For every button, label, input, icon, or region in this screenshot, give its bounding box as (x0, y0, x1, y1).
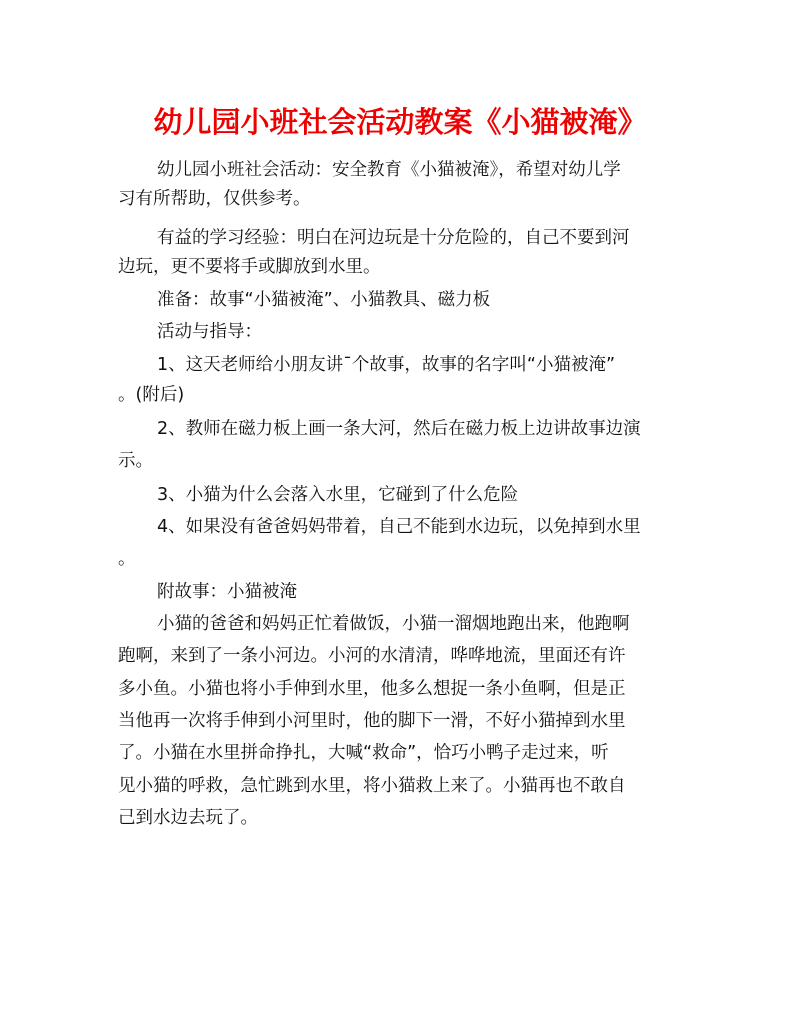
story-line-2: 跑啊，来到了一条小河边。小河的水清清，哗哗地流，里面还有许 (118, 646, 626, 666)
step-2-line-1: 2、教师在磁力板上画一条大河，然后在磁力板上边讲故事边演 (157, 419, 641, 439)
step-1-line-2: 。(附后) (118, 385, 185, 405)
step-2-line-2: 示。 (118, 451, 153, 471)
step-3-line: 3、小猫为什么会落入水里，它碰到了什么危险 (157, 485, 519, 505)
step-1-line-1: 1、这天老师给小朋友讲¯个故事，故事的名字叫“小猫被淹” (157, 355, 616, 375)
intro-line-1: 幼儿园小班社会活动：安全教育《小猫被淹》，希望对幼儿学 (157, 160, 621, 180)
intro-line-2: 习有所帮助，仅供参考。 (118, 189, 311, 209)
story-heading: 附故事：小猫被淹 (157, 582, 297, 602)
step-4-line-1: 4、如果没有爸爸妈妈带着，自己不能到水边玩，以免掉到水里 (157, 517, 641, 537)
step-4-line-2: 。 (118, 549, 136, 569)
goal-line-1: 有益的学习经验：明白在河边玩是十分危险的，自己不要到河 (157, 228, 630, 248)
preparation-line: 准备：故事“小猫被淹”、小猫教具、磁力板 (157, 290, 491, 310)
activity-heading: 活动与指导： (157, 322, 262, 342)
story-line-4: 当他再一次将手伸到小河里时，他的脚下一滑，不好小猫掉到水里 (118, 711, 626, 731)
story-line-1: 小猫的爸爸和妈妈正忙着做饭，小猫一溜烟地跑出来，他跑啊 (157, 614, 630, 634)
document-title: 幼儿园小班社会活动教案《小猫被淹》 (153, 105, 647, 139)
story-line-5: 了。小猫在水里拼命挣扎，大喊“救命”，恰巧小鸭子走过来，听 (118, 743, 609, 763)
story-line-6: 见小猫的呼救，急忙跳到水里，将小猫救上来了。小猫再也不敢自 (118, 776, 626, 796)
story-line-7: 己到水边去玩了。 (118, 808, 258, 828)
goal-line-2: 边玩，更不要将手或脚放到水里。 (118, 257, 381, 277)
story-line-3: 多小鱼。小猫也将小手伸到水里，他多么想捉一条小鱼啊，但是正 (118, 679, 626, 699)
